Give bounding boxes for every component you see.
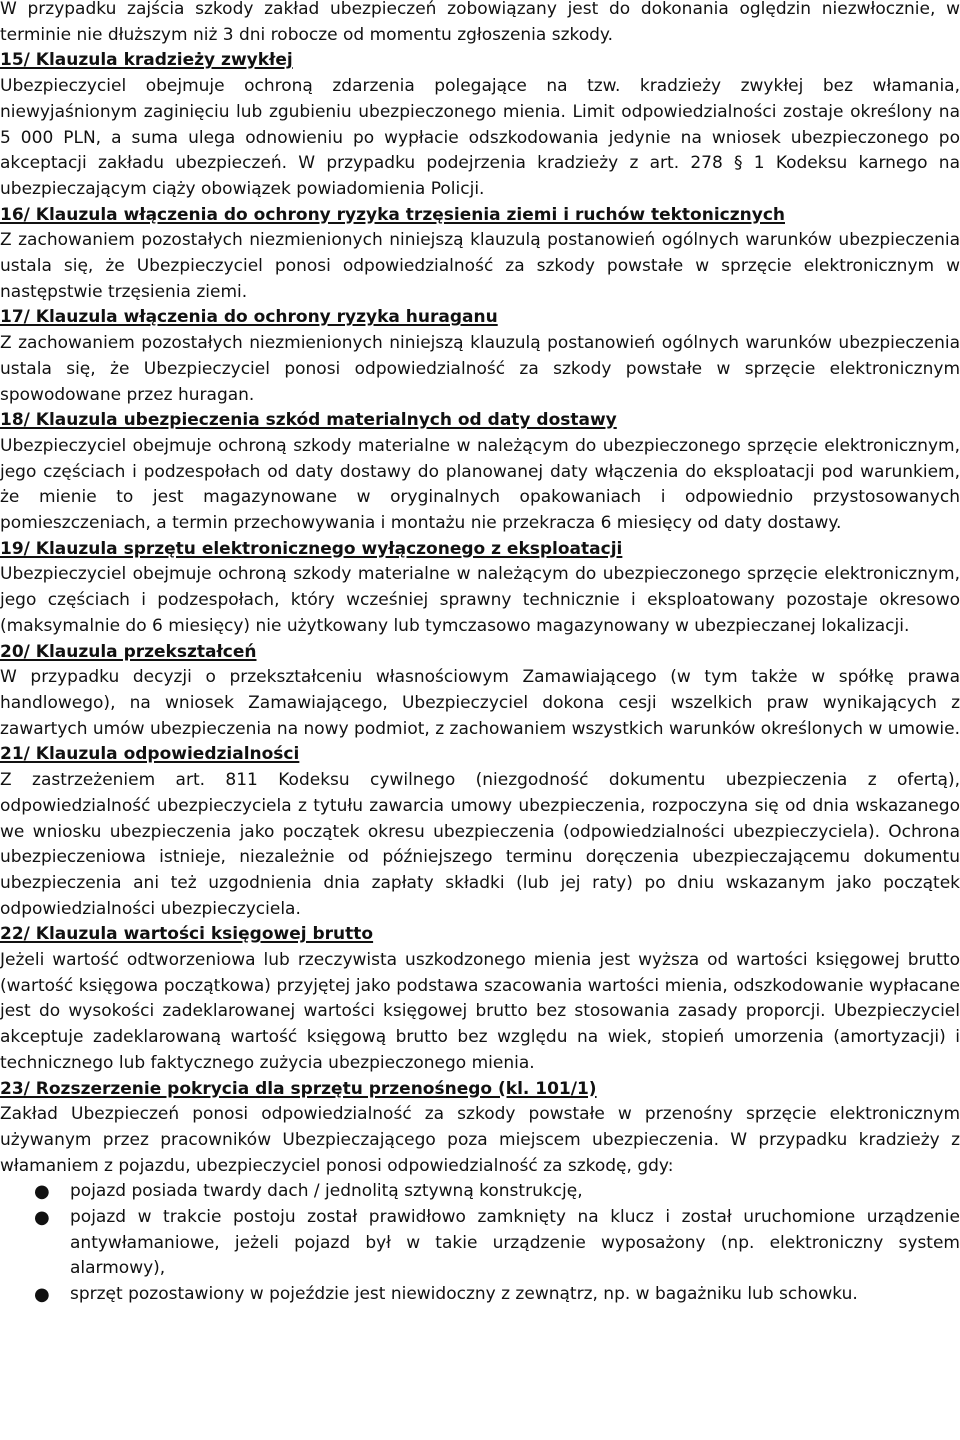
clause-19-heading: 19/ Klauzula sprzętu elektronicznego wyłączonego z eksploatacji xyxy=(0,538,623,559)
clause-17-heading: 17/ Klauzula włączenia do ochrony ryzyka huraganu xyxy=(0,307,498,328)
clause-22-body: Jeżeli wartość odtworzeniowa lub rzeczywista uszkodzonego mienia jest wyższa od wartości księgowej brutto (wartość księgowa początkowa) przyjętej jako podstawa szacowania wartości mienia, odszkodowanie wypłacane jest do wysokości zadeklarowanej wartości księgowej brutto bez stosowania zasady proporcji. Ubezpieczyciel akceptuje zadeklarowaną wartość księgową brutto bez względu na wiek, stopień umorzenia (amortyzacji) i technicznego lub faktycznego zużycia ubezpieczonego mienia. xyxy=(0,950,960,1073)
clause-16-body: Z zachowaniem pozostałych niezmienionych niniejszą klauzulą postanowień ogólnych warunków ubezpieczenia ustala się, że Ubezpieczyciel ponosi odpowiedzialność za szkody powstałe w sprzęcie elektronicznym w następstwie trzęsienia ziemi. xyxy=(0,230,960,302)
clause-18-heading: 18/ Klauzula ubezpieczenia szkód materialnych od daty dostawy xyxy=(0,410,617,431)
clause-23-body: Zakład Ubezpieczeń ponosi odpowiedzialność za szkody powstałe w przenośny sprzęcie elektronicznym używanym przez pracowników Ubezpieczającego poza miejscem ubezpieczenia. W przypadku kradzieży z włamaniem z pojazdu, ubezpieczyciel ponosi odpowiedzialność za szkodę, gdy: xyxy=(0,1104,960,1176)
clause-20-heading: 20/ Klauzula przekształceń xyxy=(0,641,257,662)
bullet-icon: ● xyxy=(34,1284,50,1306)
clause-20-body: W przypadku decyzji o przekształceniu własnościowym Zamawiającego (w tym także w spółkę prawa handlowego), na wniosek Zamawiającego, Ubezpieczyciel dokona cesji wszelkich praw wynikających z zawartych umów ubezpieczenia na nowy podmiot, z zachowaniem wszystkich warunków określonych w umowie. xyxy=(0,667,960,739)
clause-21-heading: 21/ Klauzula odpowiedzialności xyxy=(0,744,300,765)
list-item xyxy=(0,1179,960,1205)
clause-23-heading: 23/ Rozszerzenie pokrycia dla sprzętu przenośnego (kl. 101/1) xyxy=(0,1078,597,1099)
clause-21-body: Z zastrzeżeniem art. 811 Kodeksu cywilnego (niezgodność dokumentu ubezpieczenia z ofertą), odpowiedzialność ubezpieczyciela z tytułu zawarcia umowy ubezpieczenia, rozpoczyna się od dnia wskazanego we wniosku ubezpieczenia jako początek okresu ubezpieczenia (odpowiedzialności ubezpieczyciela). Ochrona ubezpieczeniowa istnieje, niezależnie od późniejszego terminu doręczenia ubezpieczającemu dokumentu ubezpieczenia ani też uzgodnienia dnia zapłaty składki (lub jej raty) po dniu wskazanym jako początek odpowiedzialności ubezpieczyciela. xyxy=(0,770,960,919)
list-item-text: pojazd w trakcie postoju został prawidłowo zamknięty na klucz i został uruchomione urządzenie antywłamaniowe, jeżeli pojazd był w takie urządzenie wyposażony (np. elektroniczny system alarmowy), xyxy=(70,1207,960,1279)
clause-23-conditions-list xyxy=(0,1179,960,1308)
bullet-icon: ● xyxy=(34,1181,50,1203)
clause-17-body: Z zachowaniem pozostałych niezmienionych niniejszą klauzulą postanowień ogólnych warunków ubezpieczenia ustala się, że Ubezpieczyciel ponosi odpowiedzialność za szkody powstałe w sprzęcie elektronicznym spowodowane przez huragan. xyxy=(0,333,960,405)
list-item-text: sprzęt pozostawiony w pojeździe jest niewidoczny z zewnątrz, np. w bagażniku lub schowku. xyxy=(70,1284,858,1305)
bullet-icon: ● xyxy=(34,1207,50,1229)
list-item xyxy=(0,1282,960,1308)
clause-16-heading: 16/ Klauzula włączenia do ochrony ryzyka trzęsienia ziemi i ruchów tektonicznych xyxy=(0,204,785,225)
clause-22-heading: 22/ Klauzula wartości księgowej brutto xyxy=(0,924,374,945)
intro-paragraph: W przypadku zajścia szkody zakład ubezpieczeń zobowiązany jest do dokonania oględzin niezwłocznie, w terminie nie dłuższym niż 3 dni robocze od momentu zgłoszenia szkody. xyxy=(0,0,960,45)
clause-18-body: Ubezpieczyciel obejmuje ochroną szkody materialne w należącym do ubezpieczonego sprzęcie elektronicznym, jego częściach i podzespołach od daty dostawy do planowanej daty włączenia do eksploatacji pod warunkiem, że mienie to jest magazynowane w oryginalnych opakowaniach i odpowiednio przystosowanych pomieszczeniach, a termin przechowywania i montażu nie przekracza 6 miesięcy od daty dostawy. xyxy=(0,435,960,534)
list-item xyxy=(0,1205,960,1282)
clause-15-heading: 15/ Klauzula kradzieży zwykłej xyxy=(0,50,293,71)
clause-19-body: Ubezpieczyciel obejmuje ochroną szkody materialne w należącym do ubezpieczonego sprzęcie elektronicznym, jego częściach i podzespołach, który wcześniej sprawny technicznie i eksploatowany pozostaje okresowo (maksymalnie do 6 miesięcy) nie użytkowany lub tymczasowo magazynowany w ubezpieczanej lokalizacji. xyxy=(0,564,960,636)
clause-15-body: Ubezpieczyciel obejmuje ochroną zdarzenia polegające na tzw. kradzieży zwykłej bez włamania, niewyjaśnionym zaginięciu lub zgubieniu ubezpieczonego mienia. Limit odpowiedzialności zostaje określony na 5 000 PLN, a suma ulega odnowieniu po wypłacie odszkodowania jedynie na wniosek ubezpieczonego po akceptacji zakładu ubezpieczeń. W przypadku podejrzenia kradzieży z art. 278 § 1 Kodeksu karnego na ubezpieczającym ciąży obowiązek powiadomienia Policji. xyxy=(0,76,960,199)
list-item-text: pojazd posiada twardy dach / jednolitą sztywną konstrukcję, xyxy=(70,1181,583,1202)
